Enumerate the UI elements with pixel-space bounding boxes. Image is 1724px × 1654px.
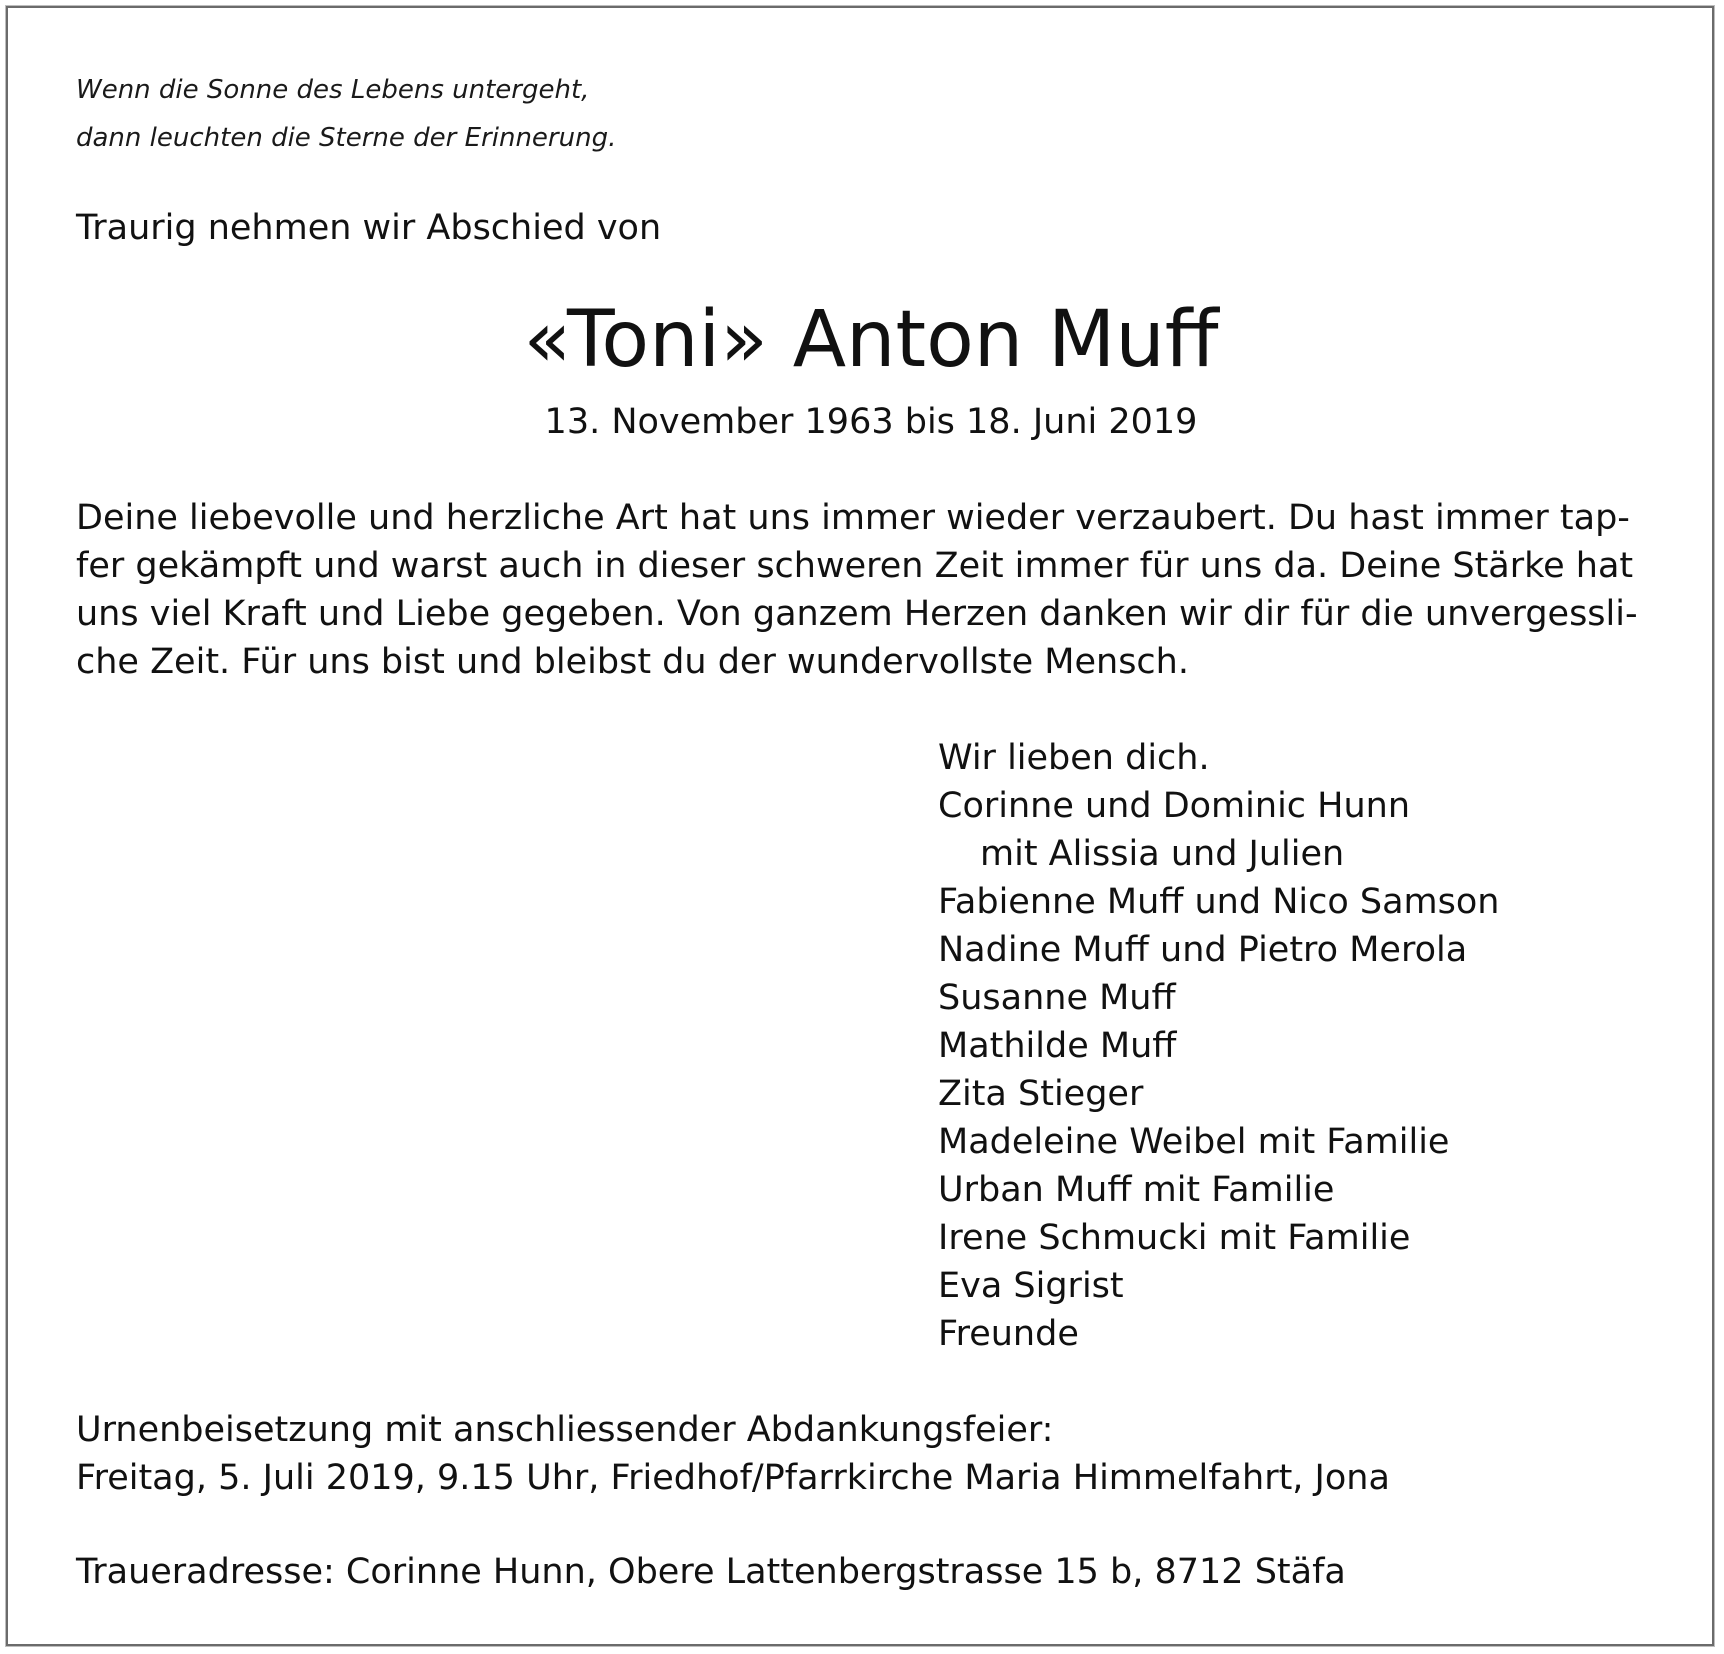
- mourner-line: Susanne Muff: [938, 978, 1176, 1018]
- mourner-line: Mathilde Muff: [938, 1026, 1177, 1066]
- ceremony-info: [76, 1406, 1390, 1502]
- intro-text: Traurig nehmen wir Abschied von: [76, 208, 662, 248]
- mourner-line: Irene Schmucki mit Familie: [938, 1218, 1411, 1258]
- ceremony-heading: Urnenbeisetzung mit anschliessender Abdankungsfeier:: [76, 1410, 1054, 1450]
- tribute-line: Deine liebevolle und herzliche Art hat uns immer wieder verzaubert. Du hast immer tap-: [76, 498, 1630, 538]
- mourner-line: Corinne und Dominic Hunn: [938, 786, 1411, 826]
- motto-quote: [76, 66, 616, 162]
- tribute-line: uns viel Kraft und Liebe gegeben. Von ganzem Herzen danken wir dir für die unvergessli-: [76, 594, 1638, 634]
- mourner-line: Nadine Muff und Pietro Merola: [938, 930, 1468, 970]
- mourner-line: Zita Stieger: [938, 1074, 1144, 1114]
- tribute-line: fer gekämpft und warst auch in dieser schweren Zeit immer für uns da. Deine Stärke hat: [76, 546, 1634, 586]
- mourner-line: Wir lieben dich.: [938, 738, 1210, 778]
- tribute-paragraph: [76, 494, 1638, 686]
- mourner-line: Fabienne Muff und Nico Samson: [938, 882, 1500, 922]
- mourner-line: mit Alissia und Julien: [980, 834, 1345, 874]
- tribute-line: che Zeit. Für uns bist und bleibst du der wundervollste Mensch.: [76, 642, 1189, 682]
- motto-line-2: dann leuchten die Sterne der Erinnerung.: [76, 123, 617, 153]
- life-dates: 13. November 1963 bis 18. Juni 2019: [544, 402, 1198, 442]
- deceased-name: «Toni» Anton Muff: [523, 295, 1219, 385]
- obituary-frame: [6, 6, 1714, 1646]
- mourner-line: Eva Sigrist: [938, 1266, 1124, 1306]
- mourner-line: Madeleine Weibel mit Familie: [938, 1122, 1450, 1162]
- mourner-line: Freunde: [938, 1314, 1079, 1354]
- mourners-list: [938, 734, 1499, 1358]
- mourner-line: Urban Muff mit Familie: [938, 1170, 1335, 1210]
- motto-line-1: Wenn die Sonne des Lebens untergeht,: [76, 75, 590, 105]
- ceremony-details: Freitag, 5. Juli 2019, 9.15 Uhr, Friedhof/Pfarrkirche Maria Himmelfahrt, Jona: [76, 1458, 1390, 1498]
- mourning-address: Traueradresse: Corinne Hunn, Obere Lattenbergstrasse 15 b, 8712 Stäfa: [76, 1552, 1346, 1592]
